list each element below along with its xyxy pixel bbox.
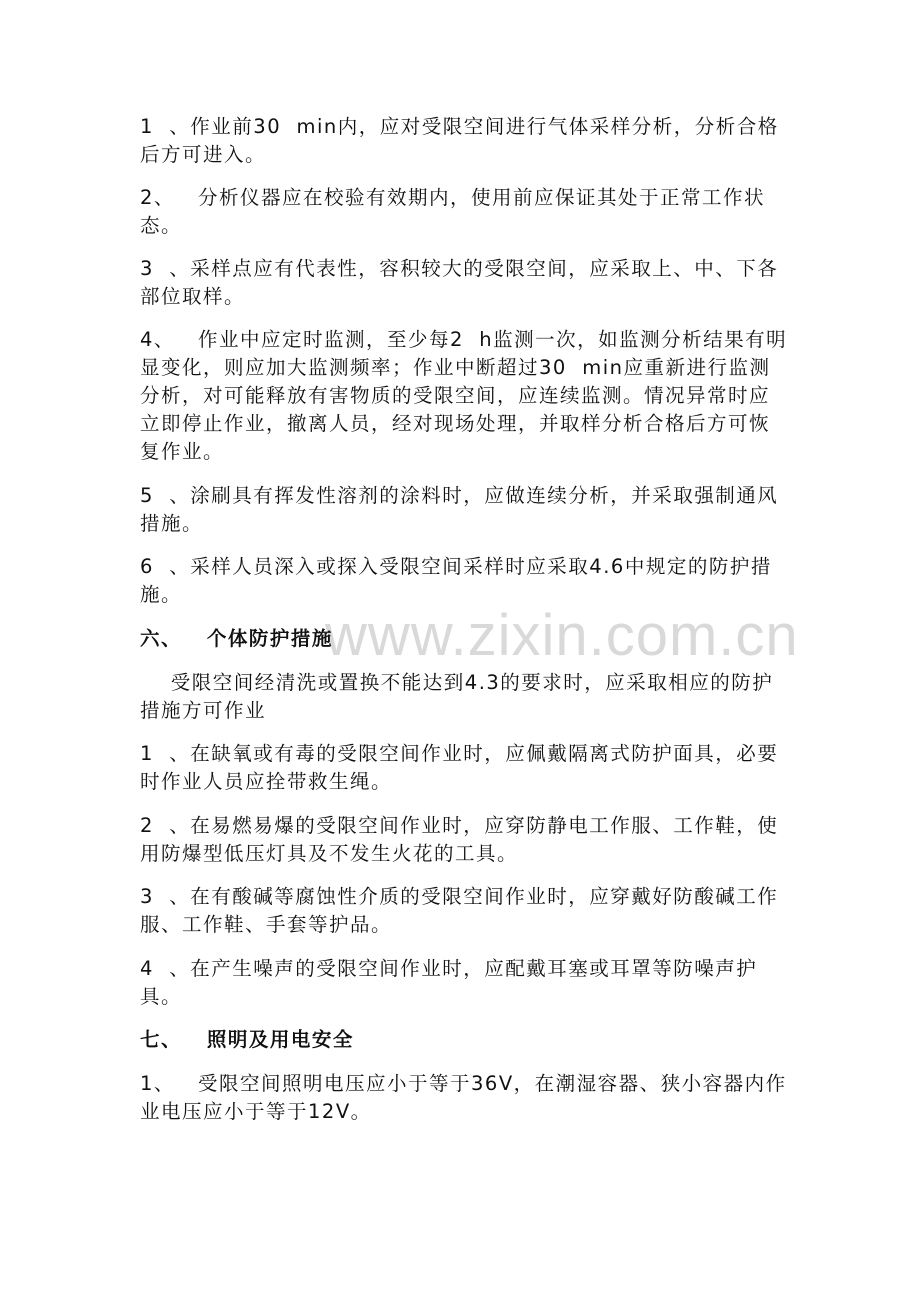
paragraph-sampling-2: 2、 分析仪器应在校验有效期内，使用前应保证其处于正常工作状态。 — [140, 186, 766, 237]
section-heading-6: 六、 个体防护措施 — [140, 627, 333, 650]
paragraph-protection-4: 4 、在产生噪声的受限空间作业时，应配戴耳塞或耳罩等防噪声护具。 — [140, 957, 758, 1008]
paragraph-sampling-3: 3 、采样点应有代表性，容积较大的受限空间，应采取上、中、下各部位取样。 — [140, 257, 779, 308]
paragraph-sampling-1: 1 、作业前30 min内，应对受限空间进行气体采样分析，分析合格后方可进入。 — [140, 115, 779, 166]
paragraph-lighting-1: 1、 受限空间照明电压应小于等于36V，在潮湿容器、狭小容器内作业电压应小于等于12V。 — [140, 1072, 787, 1123]
section-heading-7: 七、 照明及用电安全 — [140, 1028, 354, 1051]
paragraph-sampling-4: 4、 作业中应定时监测，至少每2 h监测一次，如监测分析结果有明显变化，则应加大监测频率；作业中断超过30 min应重新进行监测分析，对可能释放有害物质的受限空间，应连续监测。情况异常时应立即停止作业，撤离人员，经对现场处理，并取样分析合格后方可恢复作业。 — [140, 328, 788, 463]
paragraph-protection-3: 3 、在有酸碱等腐蚀性介质的受限空间作业时，应穿戴好防酸碱工作服、工作鞋、手套等护品。 — [140, 885, 779, 936]
section-6-intro: 受限空间经清洗或置换不能达到4.3的要求时，应采取相应的防护措施方可作业 — [140, 671, 774, 722]
paragraph-sampling-5: 5 、涂刷具有挥发性溶剂的涂料时，应做连续分析，并采取强制通风措施。 — [140, 484, 779, 535]
watermark: www.zixin.com.cn — [325, 603, 799, 668]
paragraph-protection-2: 2 、在易燃易爆的受限空间作业时，应穿防静电工作服、工作鞋，使用防爆型低压灯具及不发生火花的工具。 — [140, 814, 779, 865]
paragraph-sampling-6: 6 、采样人员深入或探入受限空间采样时应采取4.6中规定的防护措施。 — [140, 555, 772, 606]
paragraph-protection-1: 1 、在缺氧或有毒的受限空间作业时，应佩戴隔离式防护面具，必要时作业人员应拴带救生绳。 — [140, 742, 779, 793]
